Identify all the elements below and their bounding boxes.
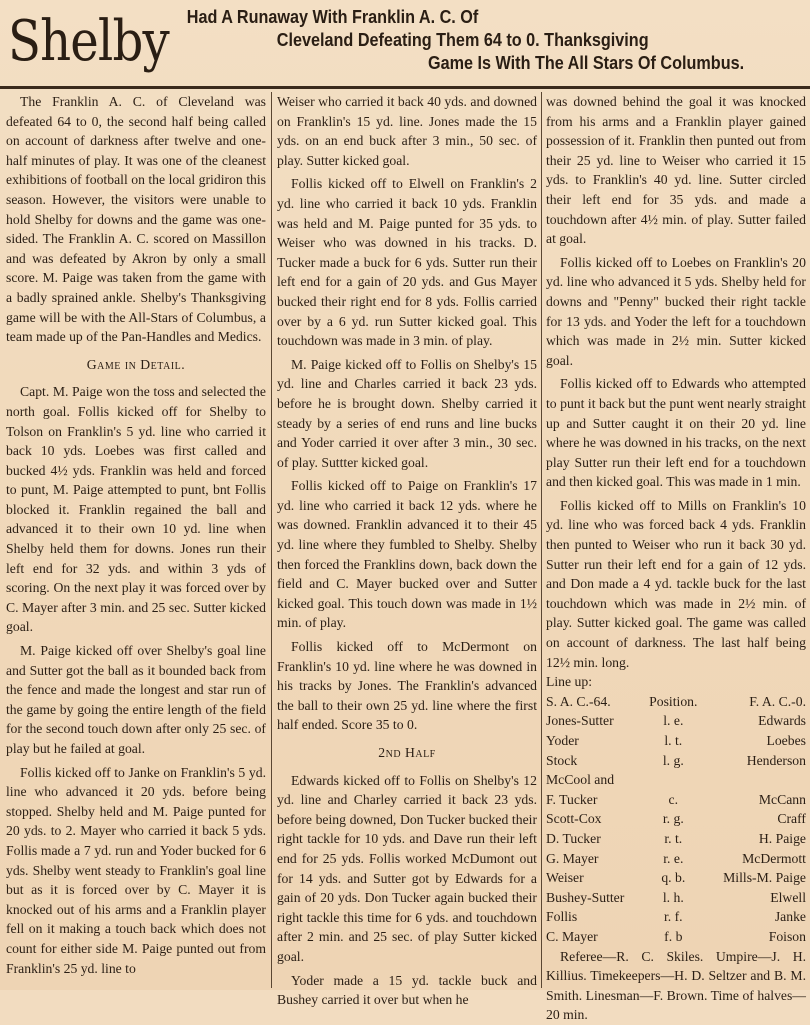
column-1 — [6, 92, 266, 978]
table-row — [546, 907, 806, 927]
article-paragraph: Yoder made a 15 yd. tackle buck and Bushey carried it over but when he — [277, 972, 537, 1008]
article-paragraph: Follis kicked off to McDermont on Franklin's 10 yd. line where he was downed in his tracks by Jones. The Franklin's advanced the ball to their own 25 yd. line where the first half ended. Score 35 to 0. — [277, 639, 537, 733]
headline-line-2: Cleveland Defeating Them 64 to 0. Thanksgiving — [276, 30, 649, 50]
lineup-position: f. b — [664, 928, 683, 944]
lineup-position: l. e. — [663, 713, 684, 729]
article-paragraph: The Franklin A. C. of Cleveland was defeated 64 to 0, the second half being called on account of darkness after twelve and one-half minutes of play. It was one of the cleanest exhibitions of football on the local gridiron this season. However, the visitors were unable to hold Shelby for downs and the game was one-sided. The Franklin A. C. scored on Massillon and was defeated by Akron by only a small score. M. Paige was taken from the game with a badly sprained ankle. Shelby's Thanksgiving game will be with the All-Stars of Columbus, a team made up of the Pan-Handles and Medics. — [6, 94, 266, 345]
lineup-shelby-player: D. Tucker — [546, 830, 601, 846]
lineup-header-row — [546, 692, 806, 712]
article-paragraph: Capt. M. Paige won the toss and selected the north goal. Follis kicked off for Shelby to Tolson on Franklin's 5 yd. line who carried it back 10 yds. Loebes was first called and bucked 4½ yds. Franklin was held and forced to punt, M. Paige attempted to punt, bnt Follis blocked it. Franklin regained the ball and advanced it to their own 10 yd. line when Shelby held them for downs. Jones run their left end for 32 yds. and within 3 yds of scoring. On the next play it was forced over by C. Mayer after 3 min. and 25 sec. Sutter kicked goal. — [6, 384, 266, 635]
lineup-shelby-player: Stock — [546, 752, 578, 768]
article-paragraph: Weiser who carried it back 40 yds. and downed on Franklin's 15 yd. line. Jones made the 15 yds. on an end buck after 3 min., 50 sec. of play. Sutter kicked goal. — [277, 94, 537, 168]
lineup-franklin-player: McCann — [758, 791, 806, 807]
article-paragraph: M. Paige kicked off over Shelby's goal line and Sutter got the ball as it bounded back from the fence and made the longest and star run of the game by going the entire length of the field for the second touch down after only 25 sec. of play but he failed at goal. — [6, 643, 266, 756]
column-3 — [546, 92, 806, 1025]
lineup-position: l. g. — [662, 752, 684, 768]
lineup-shelby-player: F. Tucker — [546, 791, 598, 807]
section-subhead: Game in Detail. — [86, 356, 186, 372]
lineup-franklin-player: Elwell — [770, 889, 806, 905]
officials: Referee—R. C. Skiles. Umpire—J. H. Killius. Timekeepers—H. D. Seltzer and B. M. Smith. Linesman—F. Brown. Time of halves—20 min. — [546, 948, 806, 1023]
lineup-position: l. h. — [662, 889, 684, 905]
lineup-label: Line up: — [546, 674, 592, 690]
table-row — [546, 751, 806, 771]
lineup-position: q. b. — [661, 870, 686, 886]
table-row — [546, 790, 806, 810]
lineup-position: r. e. — [663, 850, 684, 866]
lineup-franklin-player: Foison — [768, 928, 806, 944]
table-row — [546, 829, 806, 849]
article-paragraph: M. Paige kicked off to Follis on Shelby's 15 yd. line and Charles carried it back 23 yds. before he is brought down. Shelby carried it steady by a series of end runs and line bucks and Yoder carried it over after 3 min., 30 sec. of play. Suttter kicked goal. — [277, 356, 537, 470]
article-paragraph: Follis kicked off to Edwards who attempted to punt it back but the punt went nearly straight up and Sutter caught it on their 20 yd. line where he was downed in his tracks, on the next play Sutter run their left end for a touchdown and then kicked goal. This was made in 1 min. — [546, 376, 806, 490]
lineup-shelby-player: Scott-Cox — [546, 811, 602, 827]
headline-line-1: Had A Runaway With Franklin A. C. Of — [186, 7, 479, 27]
lineup-position: r. f. — [663, 909, 683, 925]
lineup-header-franklin: F. A. C.-0. — [749, 693, 806, 709]
lineup-header-position: Position. — [649, 693, 698, 709]
table-row — [546, 809, 806, 829]
table-row — [546, 888, 806, 908]
section-subhead: 2nd Half — [378, 745, 436, 760]
lineup-shelby-player: Bushey-Sutter — [546, 889, 625, 905]
article-paragraph: Follis kicked off to Elwell on Franklin's 2 yd. line who carried it back 10 yds. Franklin was held and M. Paige punted for 35 yds. to Weiser who was downed in his tracks. D. Tucker made a buck for 6 yds. Sutter run their left end for a gain of 20 yds. and Gus Mayer bucked their right end for 8 yds. Follis carried over by a 6 yd. run Sutter kicked goal. This touchdown was made in 3 min. of play. — [277, 176, 537, 349]
lineup-franklin-player: Loebes — [766, 733, 806, 748]
lineup-shelby-player: G. Mayer — [546, 850, 599, 866]
column-2 — [277, 92, 537, 1010]
headline-line-3: Game Is With The All Stars Of Columbus. — [428, 53, 745, 73]
lineup-franklin-player: Craff — [777, 811, 806, 827]
headline — [176, 6, 743, 75]
lineup-franklin-player: H. Paige — [758, 830, 806, 846]
paper-name: Shelby — [8, 9, 169, 74]
lineup-shelby-player: Jones-Sutter — [546, 713, 614, 729]
table-row — [546, 849, 806, 869]
lineup-position: l. t. — [664, 733, 683, 748]
lineup-shelby-player: Yoder — [546, 733, 579, 748]
lineup-franklin-player: Mills-M. Paige — [723, 870, 806, 886]
lineup-position — [638, 770, 708, 790]
lineup-position: r. t. — [664, 830, 683, 846]
article-paragraph: Edwards kicked off to Follis on Shelby's 12 yd. line and Charley carried it back 23 yds. before being downed, Don Tucker bucked their right tackle for 10 yds. and Dave run their left end for 25 yds. Follis worked McDumont out for 14 yds. and Sutter got by Edwards for a gain of 20 yds. Don Tucker again bucked their right tackle this time for 6 yds. and touchdown after 2 min. and 25 sec. of play Sutter kicked goal. — [277, 772, 537, 964]
article-paragraph: was downed behind the goal it was knocked from his arms and a Franklin player gained possession of it. Franklin then punted out from their 25 yd. line to Weiser who carried it 15 yds. to Franklin's 40 yd. line. Sutter circled their left end for 35 yds. and made a touchdown after 4½ min. of play. Sutter failed at goal. — [546, 94, 806, 247]
lineup-shelby-player: Weiser — [546, 870, 584, 886]
article-paragraph: Follis kicked off to Janke on Franklin's 5 yd. line who advanced it 20 yds. before being stopped. Shelby held and M. Paige punted for 20 yds. to 2. Mayer who carried it back 5 yds. Follis made a 7 yd. run and Yoder bucked for 6 yds. Shelby went steady to Franklin's goal line but as it is forced over by C. Mayer it is knocked out of his arms and a Franklin player fell on it making a touch back which does not count for either side M. Paige punted out from Franklin's 25 yd. line to — [6, 764, 266, 976]
lineup-table — [546, 692, 806, 947]
masthead — [6, 4, 806, 90]
lineup-franklin-player: Edwards — [758, 713, 806, 729]
masthead-rule — [0, 86, 810, 89]
table-row — [546, 868, 806, 888]
table-row — [546, 731, 806, 751]
column-divider — [271, 92, 272, 988]
table-row — [546, 770, 806, 790]
lineup-shelby-player: McCool and — [546, 772, 615, 788]
lineup-position: c. — [668, 791, 679, 807]
lineup-franklin-player: Janke — [774, 909, 806, 925]
lineup-franklin-player — [708, 770, 806, 790]
lineup-header-shelby: S. A. C.-64. — [546, 693, 611, 709]
article-paragraph: Follis kicked off to Paige on Franklin's 17 yd. line who carried it back 12 yds. where he was downed. Franklin advanced it to their 45 yd. line where they fumbled to Shelby. Shelby then forced the Franklins down, back down the field and C. Mayer bucked over and Sutter kicked goal. This touch down was made in 1½ min. of play. — [277, 478, 537, 631]
lineup-shelby-player: Follis — [546, 909, 578, 925]
column-divider — [541, 92, 542, 988]
table-row — [546, 927, 806, 947]
article-paragraph: Follis kicked off to Mills on Franklin's 10 yd. line who was forced back 4 yds. Franklin then punted to Weiser who run it back 30 yd. Sutter run their left end for a gain of 12 yds. and Don made a 4 yd. tackle buck for the last touchdown which was made in 2½ min. of play. Sutter kicked goal. The game was called on account of darkness. The last half being 12½ min. long. — [546, 497, 806, 670]
lineup-franklin-player: McDermott — [742, 850, 806, 866]
lineup-franklin-player: Henderson — [746, 752, 806, 768]
table-row — [546, 711, 806, 731]
lineup-position: r. g. — [662, 811, 684, 827]
article-paragraph: Follis kicked off to Loebes on Franklin's 20 yd. line who advanced it 5 yds. Shelby held for downs and "Penny" bucked their right tackle for 13 yds. and Yoder the left for a touchdown which was made in 2½ min. Sutter kicked goal. — [546, 254, 806, 368]
lineup-shelby-player: C. Mayer — [546, 928, 598, 944]
